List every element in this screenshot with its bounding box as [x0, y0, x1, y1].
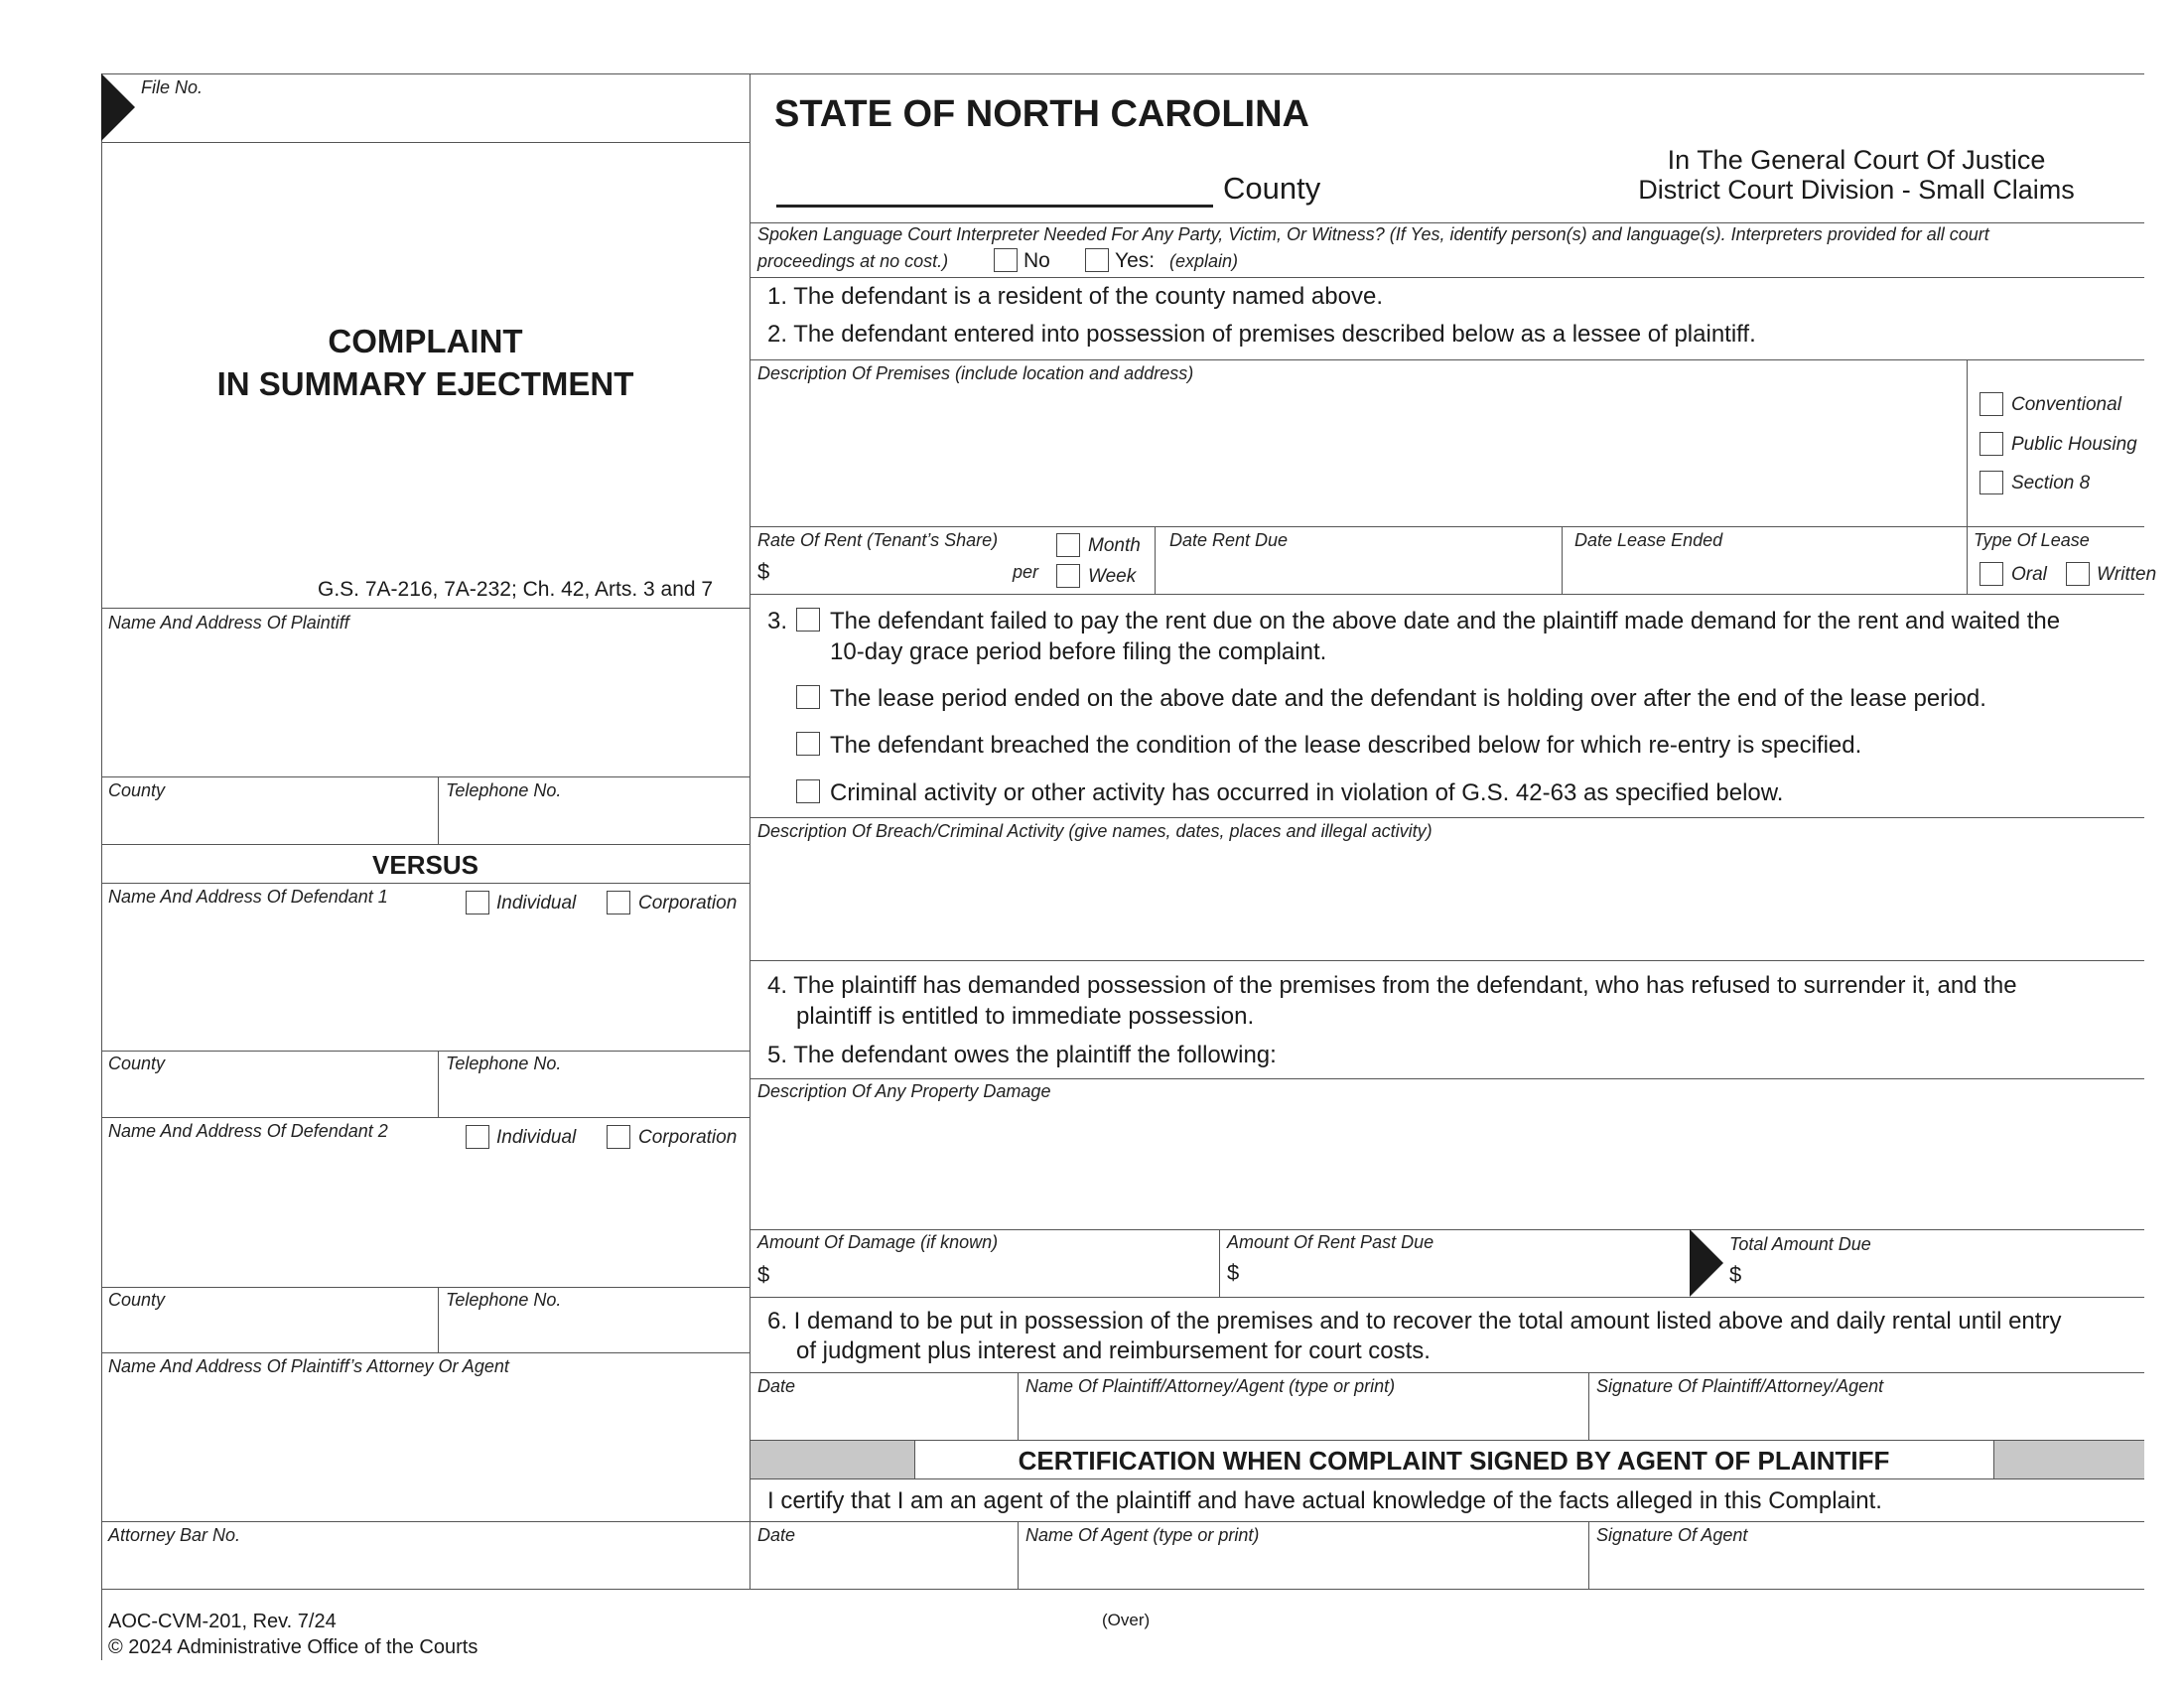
statement-5: 5. The defendant owes the plaintiff the following:: [767, 1042, 1277, 1068]
total-amount-dollar: $: [1729, 1262, 1742, 1287]
interpreter-yes-label: Yes:: [1115, 249, 1156, 272]
rate-of-rent-dollar: $: [757, 559, 770, 584]
total-amount-field[interactable]: [1749, 1257, 2136, 1293]
file-no-field[interactable]: [144, 99, 740, 139]
agent-name-field[interactable]: [1025, 1549, 1581, 1585]
lease-written-checkbox[interactable]: [2066, 562, 2090, 586]
section8-checkbox[interactable]: [1979, 471, 2003, 494]
conventional-label: Conventional: [2011, 394, 2121, 415]
file-no-label: File No.: [141, 77, 204, 97]
signature-date-field[interactable]: [757, 1400, 1011, 1436]
lease-written-label: Written: [2097, 564, 2157, 585]
conventional-checkbox[interactable]: [1979, 392, 2003, 416]
plaintiff-county-field[interactable]: [108, 804, 431, 842]
interpreter-question-line1: Spoken Language Court Interpreter Needed For Any Party, Victim, Or Witness? (If Yes, identify person(s) and language(s). Interpreters provided for all court: [757, 224, 1989, 244]
defendant1-label: Name And Address Of Defendant 1: [108, 887, 388, 907]
defendant2-individual-label: Individual: [496, 1127, 577, 1148]
state-title: STATE OF NORTH CAROLINA: [774, 93, 1309, 135]
premises-label: Description Of Premises (include location and address): [757, 363, 1194, 383]
plaintiff-telephone-label: Telephone No.: [446, 780, 562, 800]
rent-past-due-label: Amount Of Rent Past Due: [1227, 1232, 1434, 1252]
total-amount-label: Total Amount Due: [1729, 1234, 1871, 1254]
attorney-bar-no-field[interactable]: [108, 1549, 744, 1587]
property-damage-label: Description Of Any Property Damage: [757, 1081, 1051, 1101]
criminal-activity-checkbox[interactable]: [796, 779, 820, 803]
date-rent-due-field[interactable]: [1169, 556, 1557, 590]
form-number: AOC-CVM-201, Rev. 7/24: [108, 1611, 337, 1632]
premises-description-field[interactable]: [757, 389, 1959, 523]
date-rent-due-label: Date Rent Due: [1169, 530, 1289, 550]
interpreter-no-checkbox[interactable]: [994, 248, 1018, 272]
interpreter-yes-checkbox[interactable]: [1085, 248, 1109, 272]
statement-6-line1: 6. I demand to be put in possession of the premises and to recover the total amount listed above and daily rental until entry: [767, 1308, 2062, 1335]
plaintiff-county-label: County: [108, 780, 166, 800]
defendant1-telephone-label: Telephone No.: [446, 1054, 562, 1073]
agent-name-label: Name Of Agent (type or print): [1025, 1525, 1260, 1545]
plaintiff-signer-name-label: Name Of Plaintiff/Attorney/Agent (type or print): [1025, 1376, 1396, 1396]
plaintiff-signature-label: Signature Of Plaintiff/Attorney/Agent: [1596, 1376, 1884, 1396]
certification-bar-left: [751, 1441, 914, 1478]
statement-3b: The lease period ended on the above date and the defendant is holding over after the end of the lease period.: [830, 685, 1986, 712]
lease-oral-checkbox[interactable]: [1979, 562, 2003, 586]
over-note: (Over): [1102, 1611, 1151, 1629]
plaintiff-telephone-field[interactable]: [446, 804, 744, 842]
defendant2-corporation-label: Corporation: [638, 1127, 738, 1148]
form-title-line2: IN SUMMARY EJECTMENT: [216, 365, 634, 402]
attorney-bar-no-label: Attorney Bar No.: [108, 1525, 241, 1545]
date-lease-ended-label: Date Lease Ended: [1574, 530, 1723, 550]
amount-damage-field[interactable]: [776, 1257, 1213, 1293]
statement-3a-line2: 10-day grace period before filing the complaint.: [830, 638, 1327, 665]
defendant2-telephone-field[interactable]: [446, 1314, 744, 1351]
interpreter-no-label: No: [1024, 249, 1050, 272]
court-line2: District Court Division - Small Claims: [1638, 175, 2075, 205]
rent-week-checkbox[interactable]: [1056, 564, 1080, 588]
defendant1-corporation-checkbox[interactable]: [607, 891, 630, 914]
defendant1-individual-label: Individual: [496, 893, 577, 914]
date-lease-ended-field[interactable]: [1574, 556, 1962, 590]
defendant1-corporation-label: Corporation: [638, 893, 738, 914]
rate-of-rent-label: Rate Of Rent (Tenant’s Share): [757, 530, 999, 550]
amount-damage-label: Amount Of Damage (if known): [757, 1232, 999, 1252]
agent-date-label: Date: [757, 1525, 796, 1545]
defendant1-name-address-field[interactable]: [108, 923, 744, 1043]
plaintiff-name-address-field[interactable]: [108, 637, 744, 772]
interpreter-question-line2: proceedings at no cost.): [757, 251, 949, 271]
statute-reference: G.S. 7A-216, 7A-232; Ch. 42, Arts. 3 and 7: [318, 578, 714, 601]
county-name-field[interactable]: [776, 167, 1213, 203]
lease-oral-label: Oral: [2011, 564, 2047, 585]
defendant1-telephone-field[interactable]: [446, 1077, 744, 1115]
statement-1: 1. The defendant is a resident of the county named above.: [767, 283, 1383, 310]
defendant2-telephone-label: Telephone No.: [446, 1290, 562, 1310]
statement-4-line1: 4. The plaintiff has demanded possession of the premises from the defendant, who has refused to surrender it, and the: [767, 972, 2017, 999]
breach-checkbox[interactable]: [796, 732, 820, 756]
defendant2-label: Name And Address Of Defendant 2: [108, 1121, 388, 1141]
signature-date-label: Date: [757, 1376, 796, 1396]
rent-week-label: Week: [1088, 566, 1137, 587]
defendant2-corporation-checkbox[interactable]: [607, 1125, 630, 1149]
statement-6-line2: of judgment plus interest and reimbursement for court costs.: [796, 1337, 1431, 1364]
rate-per-label: per: [1013, 562, 1039, 582]
defendant2-individual-checkbox[interactable]: [466, 1125, 489, 1149]
type-of-lease-label: Type Of Lease: [1974, 530, 2090, 550]
court-line1: In The General Court Of Justice: [1667, 145, 2046, 175]
top-border: [101, 73, 2144, 74]
rate-of-rent-field[interactable]: [776, 556, 1005, 590]
agent-signature-field[interactable]: [1596, 1549, 2137, 1585]
property-damage-field[interactable]: [757, 1107, 2137, 1226]
attorney-label: Name And Address Of Plaintiff’s Attorney Or Agent: [108, 1356, 509, 1376]
file-no-arrow-icon: [101, 73, 135, 141]
rent-past-due-field[interactable]: [1246, 1257, 1683, 1293]
plaintiff-signer-name-field[interactable]: [1025, 1400, 1581, 1436]
form-title-line1: COMPLAINT: [328, 323, 523, 359]
bottom-border: [101, 1589, 2144, 1590]
statement-2: 2. The defendant entered into possession of premises described below as a lessee of plaintiff.: [767, 321, 1756, 348]
interpreter-explain-label: (explain): [1169, 251, 1239, 271]
plaintiff-label: Name And Address Of Plaintiff: [108, 613, 349, 633]
certification-bar-right: [1993, 1441, 2144, 1478]
column-divider: [750, 73, 751, 1590]
certification-text: I certify that I am an agent of the plaintiff and have actual knowledge of the facts alleged in this Complaint.: [767, 1487, 1882, 1514]
rent-month-checkbox[interactable]: [1056, 533, 1080, 557]
agent-date-field[interactable]: [757, 1549, 1011, 1585]
agent-signature-label: Signature Of Agent: [1596, 1525, 1748, 1545]
defendant1-county-label: County: [108, 1054, 166, 1073]
amount-damage-dollar: $: [757, 1262, 770, 1287]
defendant2-name-address-field[interactable]: [108, 1158, 744, 1277]
defendant2-county-field[interactable]: [108, 1314, 431, 1351]
holdover-checkbox[interactable]: [796, 685, 820, 709]
section8-label: Section 8: [2011, 473, 2091, 493]
attorney-name-address-field[interactable]: [108, 1382, 744, 1516]
statement-4-line2: plaintiff is entitled to immediate possession.: [796, 1003, 1255, 1030]
public-housing-label: Public Housing: [2011, 434, 2137, 455]
breach-description-label: Description Of Breach/Criminal Activity (give names, dates, places and illegal activity): [757, 821, 1433, 841]
defendant2-county-label: County: [108, 1290, 166, 1310]
rent-month-label: Month: [1088, 535, 1141, 556]
statement-3a-line1: The defendant failed to pay the rent due on the above date and the plaintiff made demand for the rent and waited the: [830, 608, 2061, 634]
certification-title: CERTIFICATION WHEN COMPLAINT SIGNED BY AGENT OF PLAINTIFF: [1018, 1446, 1890, 1476]
breach-description-field[interactable]: [757, 847, 2137, 956]
defendant1-individual-checkbox[interactable]: [466, 891, 489, 914]
copyright: © 2024 Administrative Office of the Courts: [108, 1636, 478, 1658]
county-name-line: [776, 205, 1213, 208]
rent-past-due-dollar: $: [1227, 1260, 1240, 1285]
total-amount-arrow-icon: [1690, 1229, 1723, 1297]
defendant1-county-field[interactable]: [108, 1077, 431, 1115]
interpreter-explain-field[interactable]: [1251, 246, 2134, 274]
statement-3c: The defendant breached the condition of the lease described below for which re-entry is specified.: [830, 732, 1862, 759]
nonpayment-checkbox[interactable]: [796, 608, 820, 632]
public-housing-checkbox[interactable]: [1979, 432, 2003, 456]
plaintiff-signature-field[interactable]: [1596, 1400, 2137, 1436]
versus-heading: VERSUS: [372, 850, 478, 880]
county-suffix: County: [1223, 171, 1321, 206]
statement-3-number: 3.: [767, 608, 788, 634]
statement-3d: Criminal activity or other activity has occurred in violation of G.S. 42-63 as specified below.: [830, 779, 1784, 806]
